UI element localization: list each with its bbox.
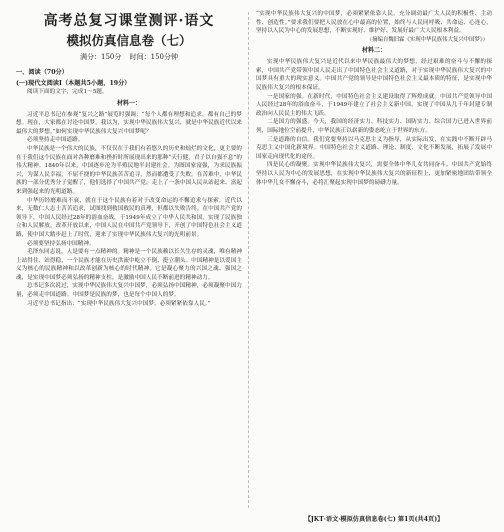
column-divider bbox=[248, 12, 249, 508]
section-heading: 一、阅读（70分） bbox=[16, 69, 68, 76]
paragraph: “实现中华民族伟大复兴的中国梦，必须紧紧依靠人民，充分调动最广大人民的积极性、主动性、创造性。”要求我们要把人民放在心中最高的位置，始终与人民同呼吸、共命运、心连心，坚持以人民为中心的发展思想，不断实现好、维护好、发展好最广大人民根本利益。 bbox=[256, 11, 492, 35]
paragraph: 毛泽东同志说，人是要有一点精神的。精神是一个民族赖以长久生存的灵魂，唯有精神上站得住、站得稳，一个民族才能在历史洪流中屹立不倒、挺立潮头。中国精神是以爱国主义为核心的民族精神和以改革创新为核心的时代精神。它是凝心聚力的兴国之魂、强国之魂，是实现中国梦必须弘扬的精神支柱，是激励中国人民不断前进的精神动力。 bbox=[16, 249, 242, 281]
paragraph: 中华历经磨难而不衰，就在于这个民族有着对于改变命运的不懈追求与探索。近代以来，无数仁人志士苦苦追求，试图找到救国救民的真理，但都以失败告终。在中国共产党的领导下，中国人民经过28年的浴血奋战，于1949年成立了中华人民共和国，实现了民族独立和人民解放。改革开放以来，中国人民在中国共产党领导下，开创了中国特色社会主义道路，使中国大踏步赶上了时代，迎来了实现中华民族伟大复兴的光明前景。 bbox=[16, 197, 242, 238]
material-label: 材料一： bbox=[116, 99, 141, 107]
material-label: 材料二： bbox=[361, 47, 386, 55]
paragraph: 实现中华民族伟大复兴是近代以来中华民族最伟大的梦想，经过艰难的奋斗与不懈的探索，中国共产党带领中国人民走出了中国特色社会主义道路，对于实现中华民族伟大复兴的中国梦具有重大的现实意义。中国共产党的领导是中国特色社会主义最本质的特征，是实现中华民族伟大复兴的根本保证。 bbox=[256, 59, 492, 91]
paragraph: 三是道路的自信。我们党要坚持以马克思主义为指导，从实际出发，在实践中不断开辟马克思主义中国化新境界。中国特色社会主义道路、理论、制度、文化不断发展，拓展了发展中国家走向现代化的途径。 bbox=[256, 136, 492, 160]
left-column bbox=[16, 10, 242, 510]
exam-subtitle: 模拟仿真信息卷（七） bbox=[66, 33, 192, 48]
right-column bbox=[256, 10, 492, 510]
exam-time: 时间：150分钟 bbox=[129, 53, 178, 61]
subsection-heading: (一)现代文阅读Ⅰ（本题共5小题，19分） bbox=[16, 80, 131, 87]
instruction-text: 阅读下面的文字，完成1～5题。 bbox=[27, 89, 108, 95]
citation: （摘编自魏旧霖《实现中华民族伟大复兴中国梦》） bbox=[366, 36, 488, 43]
score-time-line bbox=[16, 52, 242, 62]
paragraph: 一是国家的强。在新时代，中国特色社会主义建设取得了辉煌成就。中国共产党领导中国人民经过28年的浴血奋斗，于1949年建立了社会主义新中国，实现了中国从几千年封建专制政治向人民民主的伟大飞跃。 bbox=[256, 93, 492, 117]
paragraph: 中华民族是一个伟大的民族，不仅仅在于我们有着悠久的历史和灿烂的文化，更主要的在于我们这个民族在面对各种磨难和挫折时所展现出来的那种“天行健，君子以自强不息”的伟大精神。1840年以来，中国逐步沦为半殖民地半封建社会。为图国家富强，为求民族振兴，为谋人民幸福，不屈不挠的中华民族苦苦追寻，然而都遭受了失败。在苦难中，中华民族的一部分优秀分子觉醒了，他们选择了中国共产党，走上了一条中国人民从站起来、富起来到强起来的光明道路。 bbox=[16, 145, 242, 195]
paragraph: 总书记多次说过，实现中华民族伟大复兴中国梦，必须弘扬中国精神，必须凝聚中国力量，必须走中国道路。中国梦是民族的梦，也是每个中国人的梦。 bbox=[16, 283, 242, 299]
full-score: 满分：150分 bbox=[80, 53, 122, 61]
paragraph: 必须要坚持弘扬中国精神。 bbox=[27, 240, 95, 247]
paragraph: 二是国力的强盛。今天，我国的经济实力、科技实力、国防实力、综合国力已进入世界前列，国际地位空前提升，中华民族正以崭新的姿态屹立于世界的东方。 bbox=[256, 119, 492, 134]
paragraph: 习近平总书记在参观“复兴之路”展览时强调：“每个人都有理想和追求，都有自己的梦想。现在，大家都在讨论中国梦，我以为，实现中华民族伟大复兴，就是中华民族近代以来最伟大的梦想。”如何实现中华民族伟大复兴中国梦呢？ bbox=[16, 111, 242, 135]
paragraph: 必须坚持走中国道路。 bbox=[27, 137, 84, 144]
page-footer: 【JKT·语文·模拟仿真信息卷(七) 第1页(共4页)】 bbox=[304, 516, 444, 523]
paragraph: 习近平总书记指出：“实现中华民族伟大复兴中国梦，必须紧紧依靠人民。” bbox=[27, 300, 211, 307]
paragraph: 四是民心的凝聚。实现中华民族伟大复兴，需要全体中华儿女共同奋斗。中国共产党始终坚持以人民为中心的发展思想，在实现中华民族伟大复兴的新征程上，更加紧密地团结带领全体中华儿女不懈奋斗，必将汇聚起实现中国梦的磅礴力量。 bbox=[256, 162, 492, 186]
exam-title: 高考总复习课堂测评·语文 bbox=[43, 13, 215, 29]
